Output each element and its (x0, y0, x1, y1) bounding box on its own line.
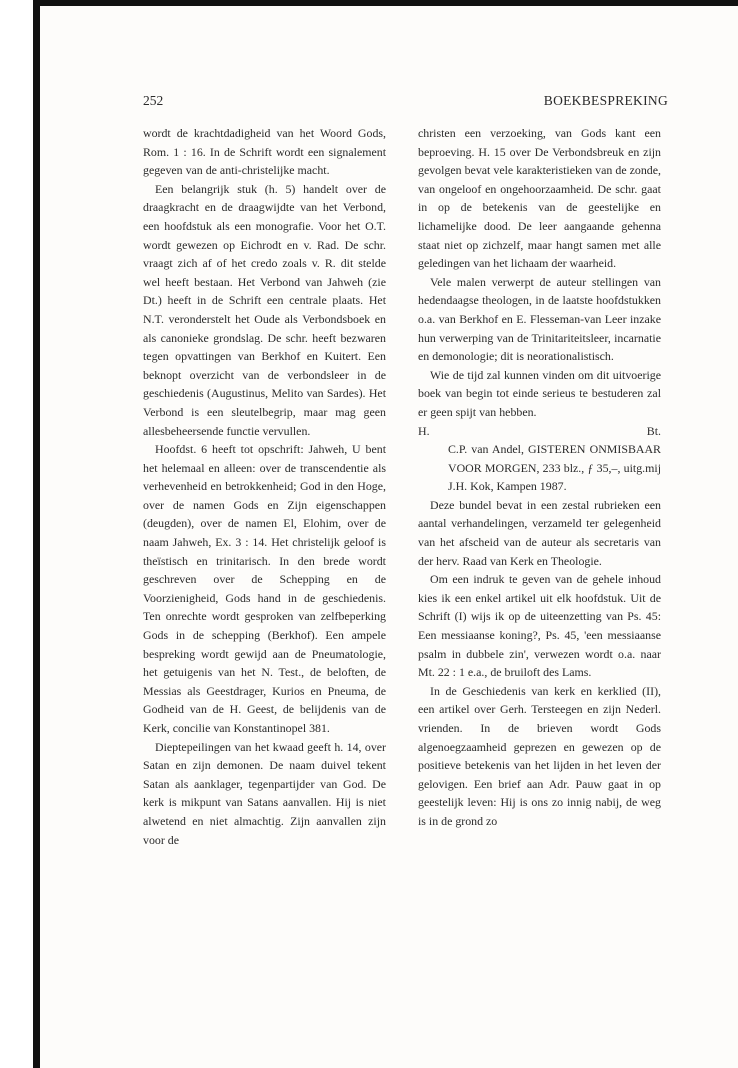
paragraph: Vele malen verwerpt de auteur stellingen van hedendaagse theologen, in de laatste hoofdstukken o.a. van Berkhof en E. Flesseman-van Leer inzake hun verwerping van de Trinitariteitsleer, incarnatie en demonologie; dit is neorationalistisch. (418, 274, 661, 364)
review-signature (418, 422, 661, 441)
paragraph: wordt de krachtdadigheid van het Woord Gods, Rom. 1 : 16. In de Schrift wordt een signalement gegeven van de anti-christelijke macht. (143, 126, 386, 178)
paragraph: Wie de tijd zal kunnen vinden om dit uitvoerige boek van begin tot einde serieus te bestuderen zal er geen spijt van hebben. (418, 367, 661, 419)
paragraph: Om een indruk te geven van de gehele inhoud kies ik een enkel artikel uit elk hoofdstuk. Uit de Schrift (I) wijs ik op de uiteenzetting van Ps. 45: Een messiaanse koning?, Ps. 45, 'een messiaanse psalm in dubbele zin', verwezen wordt o.a. naar Mt. 22 : 1 e.a., de bruiloft des Lams. (418, 572, 661, 680)
page-header (143, 93, 668, 109)
page-number: 252 (143, 93, 164, 108)
signature-initial: H. (418, 423, 430, 438)
left-column (143, 124, 386, 849)
paragraph: christen een verzoeking, van Gods kant een beproeving. H. 15 over De Verbondsbreuk en zijn gevolgen bevat vele karakteristieken van de zonde, van ongeloof en ongehoorzaamheid. De schr. gaat in op de betekenis van de geestelijke en lichamelijke dood. De leer aangaande gehenna staat niet op zichzelf, maar hangt samen met alle geledingen van het lichaam der waarheid. (418, 126, 661, 271)
signature-reviewer: Bt. (646, 423, 661, 438)
paragraph: Dieptepeilingen van het kwaad geeft h. 14, over Satan en zijn demonen. De naam duivel tekent Satan als aanklager, tegenpartijder van God. De kerk is mikpunt van Satans aanvallen. Hij is niet alwetend en niet almachtig. Zijn aanvallen zijn voor de (143, 739, 386, 847)
paragraph: Hoofdst. 6 heeft tot opschrift: Jahweh, U bent het helemaal en alleen: over de transcendentie als verhevenheid en betrokkenheid; God in den Hoge, over de namen Gods en Zijn eigenschappen (deugden), over de namen El, Elohim, over de naam Jahweh, Ex. 3 : 14. Het christelijk geloof is theïstisch en trinitarisch. In den brede wordt geschreven over de Schepping en de Voorzienigheid, Gods hand in de geschiedenis. Ten onrechte wordt gesproken van zelfbeperking Gods in de schepping (Berkhof). Een ampele bespreking wordt gewijd aan de Pneumatologie, het getuigenis van het N. Test., de beloften, de Messias als Geestdrager, Kurios en Pneuma, de Godheid van de H. Geest, de belijdenis van de Kerk, concilie van Konstantinopel 381. (143, 442, 386, 735)
running-title: BOEKBESPREKING (543, 93, 668, 108)
paragraph: In de Geschiedenis van kerk en kerklied (II), een artikel over Gerh. Tersteegen en zijn Nederl. vrienden. In de brieven wordt Gods algenoegzaamheid geprezen en gewezen op de positieve betekenis van het lijden in het leven der gelovigen. Een brief aan Adr. Pauw gaat in op geestelijk leven: Hij is ons zo innig nabij, de weg is in de grond zo (418, 683, 661, 828)
paragraph: Een belangrijk stuk (h. 5) handelt over de draagkracht en de draagwijdte van het Verbond, een hoofdstuk als een monografie. Voor het O.T. wordt gewezen op Eichrodt en v. Rad. De schr. vraagt zich af of het credo zoals v. R. dit stelde wel heeft bestaan. Het Verbond van Jahweh (zie Dt.) heeft in de Schrift een centrale plaats. Het N.T. veronderstelt het Oude als Verbondsboek en als canonieke grondslag. De schr. heeft bezwaren tegen opvattingen van Berkhof en Kuitert. Een beknopt overzicht van de verbondsleer in de geschiedenis (Augustinus, Melito van Sardes). Het Verbond is een sleutelbegrip, maar mag geen allesbeheersende functie vervullen. (143, 181, 386, 438)
paragraph: Deze bundel bevat in een zestal rubrieken een aantal verhandelingen, verzameld ter gelegenheid van het afscheid van de auteur als secretaris van der herv. Raad van Kerk en Theologie. (418, 497, 661, 568)
right-column (418, 124, 661, 831)
book-citation: C.P. van Andel, GISTEREN ONMISBAAR VOOR MORGEN, 233 blz., ƒ 35,–, uitg.mij J.H. Kok, Kampen 1987. (448, 442, 661, 494)
scan-edge-left (33, 0, 40, 1068)
